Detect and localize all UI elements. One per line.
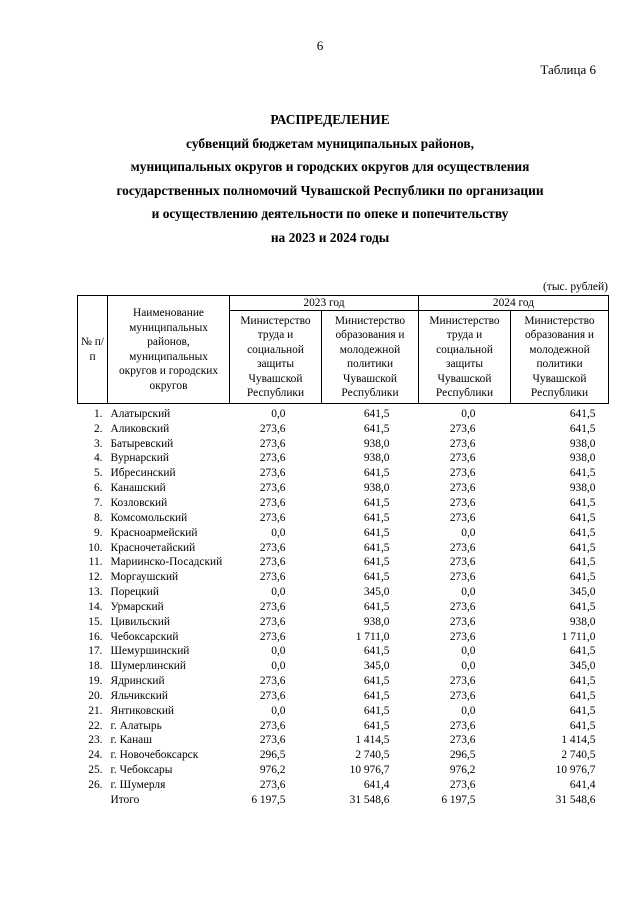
row-number: 22. bbox=[88, 719, 103, 732]
row-value: 0,0 bbox=[271, 645, 286, 658]
row-name: Порецкий bbox=[110, 586, 159, 599]
row-name: Комсомольский bbox=[110, 511, 188, 524]
row-name: Ибресинский bbox=[110, 467, 176, 480]
row-name: г. Новочебоксарск bbox=[110, 749, 199, 762]
table-row bbox=[78, 778, 609, 793]
table-row bbox=[78, 437, 609, 452]
table-row bbox=[78, 689, 609, 704]
table-row bbox=[78, 615, 609, 630]
row-value: 938,0 bbox=[363, 615, 390, 628]
row-value: 273,6 bbox=[259, 734, 286, 747]
row-value: 273,6 bbox=[449, 452, 476, 465]
row-name: Канашский bbox=[110, 482, 166, 495]
row-value: 938,0 bbox=[569, 437, 596, 450]
row-value: 2 740,5 bbox=[561, 749, 596, 762]
row-name: Алатырский bbox=[110, 407, 171, 420]
row-number: 25. bbox=[88, 764, 103, 777]
row-value: 273,6 bbox=[449, 467, 476, 480]
row-name: Красноармейский bbox=[110, 526, 198, 539]
row-value: 273,6 bbox=[449, 422, 476, 435]
row-number: 20. bbox=[88, 689, 103, 702]
table-row bbox=[78, 659, 609, 674]
row-value: 0,0 bbox=[461, 660, 476, 673]
title-line: РАСПРЕДЕЛЕНИЕ bbox=[270, 112, 390, 127]
header-ministry-labor-2024: Министерство труда и социальной защиты Чувашской Республики bbox=[419, 311, 511, 404]
row-number: 4. bbox=[93, 452, 103, 465]
row-value: 641,5 bbox=[363, 704, 390, 717]
row-value: 641,5 bbox=[363, 526, 390, 539]
row-value: 0,0 bbox=[271, 407, 286, 420]
row-value: 273,6 bbox=[449, 675, 476, 688]
table-row bbox=[78, 466, 609, 481]
title-line: субвенций бюджетам муниципальных районов, bbox=[186, 135, 474, 151]
row-value: 641,5 bbox=[569, 645, 596, 658]
row-value: 273,6 bbox=[259, 779, 286, 792]
row-value: 641,5 bbox=[363, 556, 390, 569]
row-number: 7. bbox=[93, 496, 103, 509]
row-value: 6 197,5 bbox=[251, 793, 286, 806]
row-value: 0,0 bbox=[271, 526, 286, 539]
row-value: 641,4 bbox=[363, 779, 390, 792]
row-value: 273,6 bbox=[259, 511, 286, 524]
page-number: 6 bbox=[316, 38, 324, 53]
row-value: 641,5 bbox=[569, 600, 596, 613]
row-value: 345,0 bbox=[363, 586, 390, 599]
title-line: муниципальных округов и городских округов для осуществления bbox=[130, 159, 530, 174]
row-value: 641,5 bbox=[569, 422, 596, 435]
table-row bbox=[78, 452, 609, 467]
row-value: 641,5 bbox=[569, 526, 596, 539]
table-row bbox=[78, 481, 609, 496]
table-body bbox=[78, 404, 609, 808]
row-value: 1 414,5 bbox=[561, 734, 596, 747]
table-row bbox=[78, 585, 609, 600]
row-value: 273,6 bbox=[259, 541, 286, 554]
row-name: Батыревский bbox=[110, 437, 174, 450]
title-line: государственных полномочий Чувашской Республики по организации bbox=[116, 182, 544, 198]
row-value: 273,6 bbox=[449, 600, 476, 613]
row-value: 273,6 bbox=[449, 719, 476, 732]
row-value: 273,6 bbox=[259, 422, 286, 435]
row-number: 14. bbox=[88, 600, 103, 613]
row-name: г. Канаш bbox=[110, 734, 153, 747]
row-value: 273,6 bbox=[449, 556, 476, 569]
table-row bbox=[78, 422, 609, 437]
row-value: 273,6 bbox=[259, 689, 286, 702]
row-number: 3. bbox=[93, 437, 103, 450]
row-value: 641,5 bbox=[569, 541, 596, 554]
row-value: 0,0 bbox=[461, 645, 476, 658]
row-name: Янтиковский bbox=[110, 704, 175, 717]
row-value: 273,6 bbox=[449, 689, 476, 702]
row-value: 273,6 bbox=[259, 482, 286, 495]
row-number: 2. bbox=[93, 422, 103, 435]
header-year-2024: 2024 год bbox=[419, 296, 609, 311]
row-name: Аликовский bbox=[110, 422, 170, 435]
row-name: Шемуршинский bbox=[110, 645, 190, 658]
row-value: 938,0 bbox=[363, 437, 390, 450]
row-value: 273,6 bbox=[259, 719, 286, 732]
row-value: 938,0 bbox=[363, 452, 390, 465]
row-value: 273,6 bbox=[259, 630, 286, 643]
distribution-table bbox=[77, 295, 609, 808]
row-value: 641,5 bbox=[363, 645, 390, 658]
row-name: г. Чебоксары bbox=[110, 764, 173, 777]
row-value: 641,5 bbox=[569, 511, 596, 524]
row-value: 1 711,0 bbox=[355, 630, 390, 643]
row-name: Козловский bbox=[110, 496, 168, 509]
row-value: 641,5 bbox=[363, 719, 390, 732]
row-name: Вурнарский bbox=[110, 452, 169, 465]
row-value: 0,0 bbox=[461, 704, 476, 717]
row-value: 273,6 bbox=[449, 511, 476, 524]
title-line: на 2023 и 2024 годы bbox=[270, 229, 390, 245]
row-value: 345,0 bbox=[363, 660, 390, 673]
row-value: 273,6 bbox=[449, 482, 476, 495]
row-value: 273,6 bbox=[449, 615, 476, 628]
table-row bbox=[78, 630, 609, 645]
table-row bbox=[78, 555, 609, 570]
row-value: 976,2 bbox=[449, 764, 476, 777]
row-value: 641,5 bbox=[569, 407, 596, 420]
row-value: 10 976,7 bbox=[555, 764, 596, 777]
row-value: 273,6 bbox=[449, 571, 476, 584]
row-value: 273,6 bbox=[449, 541, 476, 554]
row-number: 10. bbox=[88, 541, 103, 554]
row-value: 1 414,5 bbox=[355, 734, 390, 747]
row-value: 273,6 bbox=[449, 496, 476, 509]
row-name: Яльчикский bbox=[110, 689, 168, 702]
row-value: 641,5 bbox=[363, 689, 390, 702]
row-value: 273,6 bbox=[259, 437, 286, 450]
row-name: Ядринский bbox=[110, 675, 165, 688]
units-label: (тыс. рублей) bbox=[542, 281, 608, 293]
row-value: 938,0 bbox=[569, 615, 596, 628]
row-value: 641,5 bbox=[363, 422, 390, 435]
table-row bbox=[78, 600, 609, 615]
row-value: 273,6 bbox=[449, 437, 476, 450]
title-line: и осуществлению деятельности по опеке и попечительству bbox=[151, 206, 509, 221]
row-value: 641,5 bbox=[569, 704, 596, 717]
row-value: 0,0 bbox=[271, 704, 286, 717]
table-row bbox=[78, 404, 609, 422]
row-value: 31 548,6 bbox=[555, 793, 596, 806]
row-value: 641,5 bbox=[569, 556, 596, 569]
row-value: 273,6 bbox=[449, 734, 476, 747]
row-value: 2 740,5 bbox=[355, 749, 390, 762]
row-number: 19. bbox=[88, 675, 103, 688]
row-value: 296,5 bbox=[449, 749, 476, 762]
row-value: 641,5 bbox=[569, 719, 596, 732]
row-value: 273,6 bbox=[259, 600, 286, 613]
table-row bbox=[78, 496, 609, 511]
row-value: 273,6 bbox=[259, 615, 286, 628]
table-row bbox=[78, 734, 609, 749]
row-number bbox=[78, 793, 108, 808]
table-row bbox=[78, 704, 609, 719]
row-number: 1. bbox=[93, 407, 103, 420]
row-number: 13. bbox=[88, 586, 103, 599]
row-value: 641,5 bbox=[569, 496, 596, 509]
table-row bbox=[78, 674, 609, 689]
row-value: 641,5 bbox=[569, 675, 596, 688]
row-value: 345,0 bbox=[569, 586, 596, 599]
row-value: 0,0 bbox=[461, 586, 476, 599]
row-value: 641,5 bbox=[363, 600, 390, 613]
row-value: 641,5 bbox=[363, 511, 390, 524]
row-value: 273,6 bbox=[259, 571, 286, 584]
row-value: 273,6 bbox=[259, 496, 286, 509]
row-number: 24. bbox=[88, 749, 103, 762]
row-value: 641,5 bbox=[363, 571, 390, 584]
row-value: 0,0 bbox=[461, 526, 476, 539]
row-name: Цивильский bbox=[110, 615, 170, 628]
row-number: 26. bbox=[88, 779, 103, 792]
row-number: 16. bbox=[88, 630, 103, 643]
row-number: 23. bbox=[88, 734, 103, 747]
header-year-2023: 2023 год bbox=[230, 296, 419, 311]
row-value: 641,5 bbox=[363, 467, 390, 480]
row-value: 641,5 bbox=[569, 689, 596, 702]
row-value: 273,6 bbox=[449, 630, 476, 643]
row-value: 273,6 bbox=[259, 556, 286, 569]
header-num: № п/п bbox=[78, 296, 108, 404]
total-row bbox=[78, 793, 609, 808]
row-name: г. Шумерля bbox=[110, 779, 166, 792]
row-value: 10 976,7 bbox=[349, 764, 390, 777]
header-name: Наименование муниципальных районов, муниципальных округов и городских округов bbox=[108, 296, 230, 404]
row-value: 1 711,0 bbox=[561, 630, 596, 643]
row-number: 18. bbox=[88, 660, 103, 673]
row-value: 273,6 bbox=[259, 467, 286, 480]
header-ministry-labor-2023: Министерство труда и социальной защиты Чувашской Республики bbox=[230, 311, 322, 404]
table-row bbox=[78, 748, 609, 763]
row-number: 21. bbox=[88, 704, 103, 717]
document-title bbox=[60, 108, 600, 249]
row-number: 8. bbox=[93, 511, 103, 524]
row-name: г. Алатырь bbox=[110, 719, 162, 732]
row-value: 976,2 bbox=[259, 764, 286, 777]
row-value: 641,5 bbox=[363, 541, 390, 554]
table-row bbox=[78, 763, 609, 778]
row-number: 6. bbox=[93, 482, 103, 495]
row-value: 641,4 bbox=[569, 779, 596, 792]
row-number: 15. bbox=[88, 615, 103, 628]
row-name: Моргаушский bbox=[110, 571, 179, 584]
row-number: 5. bbox=[93, 467, 103, 480]
row-value: 273,6 bbox=[449, 779, 476, 792]
row-value: 641,5 bbox=[569, 571, 596, 584]
row-value: 641,5 bbox=[363, 496, 390, 509]
row-number: 12. bbox=[88, 571, 103, 584]
table-row bbox=[78, 719, 609, 734]
row-value: 345,0 bbox=[569, 660, 596, 673]
header-ministry-education-2023: Министерство образования и молодежной политики Чувашской Республики bbox=[322, 311, 419, 404]
row-number: 17. bbox=[88, 645, 103, 658]
row-value: 641,5 bbox=[363, 675, 390, 688]
table-row bbox=[78, 570, 609, 585]
row-name: Итого bbox=[110, 793, 140, 806]
row-value: 938,0 bbox=[363, 482, 390, 495]
row-value: 31 548,6 bbox=[349, 793, 390, 806]
row-name: Красночетайский bbox=[110, 541, 196, 554]
row-value: 0,0 bbox=[461, 407, 476, 420]
row-value: 641,5 bbox=[363, 407, 390, 420]
row-name: Шумерлинский bbox=[110, 660, 187, 673]
row-value: 273,6 bbox=[259, 452, 286, 465]
row-value: 641,5 bbox=[569, 467, 596, 480]
row-value: 296,5 bbox=[259, 749, 286, 762]
row-value: 0,0 bbox=[271, 660, 286, 673]
row-value: 0,0 bbox=[271, 586, 286, 599]
row-value: 6 197,5 bbox=[441, 793, 476, 806]
table-row bbox=[78, 526, 609, 541]
row-name: Урмарский bbox=[110, 600, 164, 613]
row-value: 273,6 bbox=[259, 675, 286, 688]
row-number: 9. bbox=[93, 526, 103, 539]
row-name: Мариинско-Посадский bbox=[110, 556, 223, 569]
row-name: Чебоксарский bbox=[110, 630, 179, 643]
table-row bbox=[78, 645, 609, 660]
table-label: Таблица 6 bbox=[540, 62, 596, 77]
row-value: 938,0 bbox=[569, 452, 596, 465]
table-row bbox=[78, 541, 609, 556]
row-value: 938,0 bbox=[569, 482, 596, 495]
table-row bbox=[78, 511, 609, 526]
header-ministry-education-2024: Министерство образования и молодежной политики Чувашской Республики bbox=[511, 311, 609, 404]
row-number: 11. bbox=[88, 556, 103, 569]
